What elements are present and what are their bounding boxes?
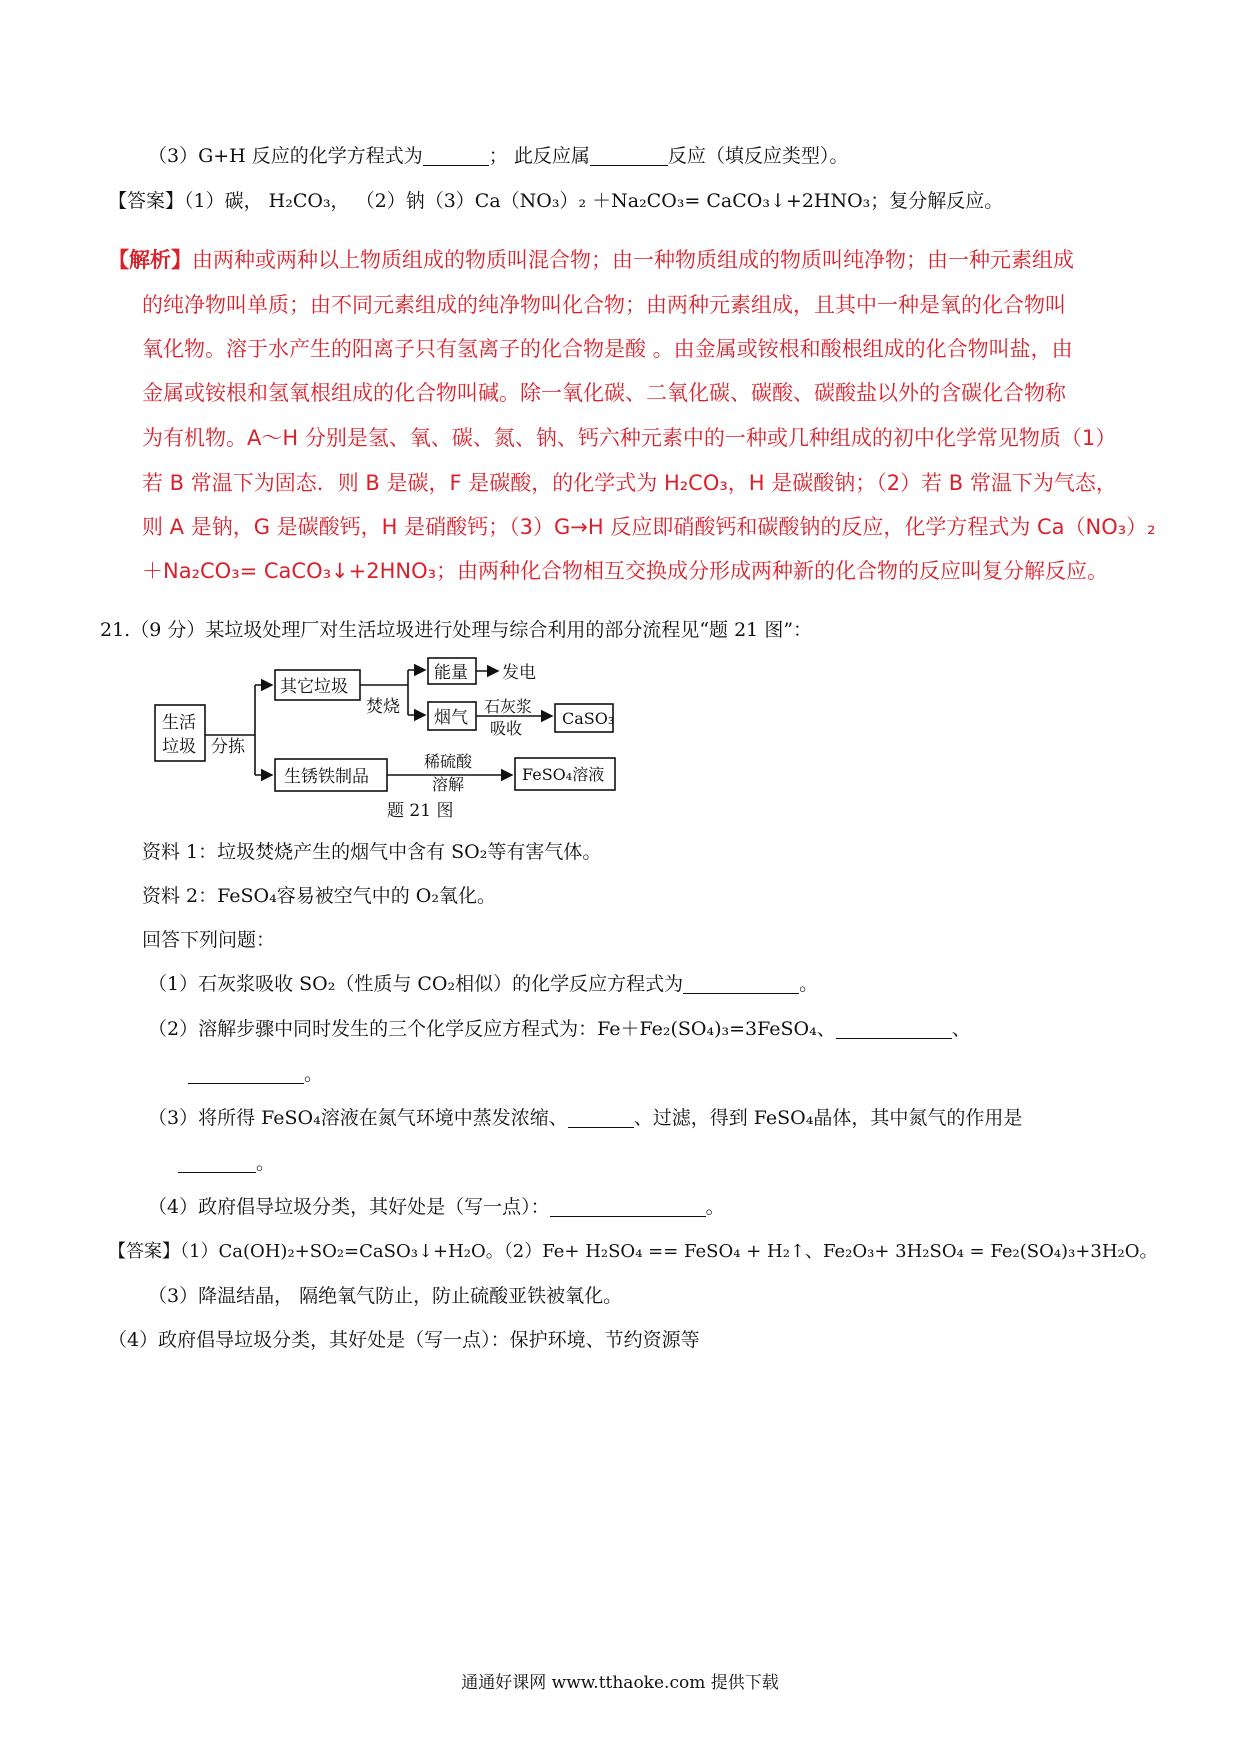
answer-line-1: （1）Ca(OH)₂+SO₂=CaSO₃↓+H₂O。（2）Fe+ H₂SO₄ == FeSO₄ + H₂↑、Fe₂O₃+ 3H₂SO₄ = Fe₂(SO₄)₃+3H₂O。 xyxy=(180,1241,1158,1262)
q21-part2-text: （2）溶解步骤中同时发生的三个化学反应方程式为：Fe＋Fe₂(SO₄)₃=3FeSO₄、 xyxy=(148,1018,836,1040)
page-footer: 通通好课网 www.tthaoke.com 提供下载 xyxy=(461,1673,779,1693)
caso3-label: CaSO₃ xyxy=(562,709,615,728)
q20-part3-text-c: 反应（填反应类型）。 xyxy=(667,145,849,167)
answer-blank xyxy=(423,147,489,166)
other-waste-label: 其它垃圾 xyxy=(280,677,348,697)
answer-line-3: （4）政府倡导垃圾分类，其好处是（写一点）：保护环境、节约资源等 xyxy=(108,1329,700,1351)
info-1: 资料 1：垃圾焚烧产生的烟气中含有 SO₂等有害气体。 xyxy=(142,841,602,863)
q21-part2 xyxy=(148,1016,971,1042)
q21-stem: 21.（9 分）某垃圾处理厂对生活垃圾进行处理与综合利用的部分流程见“题 21 图”： xyxy=(100,619,813,641)
feso4-label: FeSO₄溶液 xyxy=(522,765,605,784)
analysis-line-4: 金属或铵根和氢氧根组成的化合物叫碱。除一氧化碳、二氧化碳、碳酸、碳酸盐以外的含碳化合物称 xyxy=(142,381,1066,405)
analysis-line-5: 为有机物。A～H 分别是氢、氧、碳、氮、钠、钙六种元素中的一种或几种组成的初中化学常见物质（1） xyxy=(142,426,1117,450)
analysis-text: 由两种或两种以上物质组成的物质叫混合物；由一种物质组成的物质叫纯净物；由一种元素组成 xyxy=(192,248,1074,272)
q21-part2-cont xyxy=(188,1061,323,1087)
analysis-line-2: 的纯净物叫单质；由不同元素组成的纯净物叫化合物；由两种元素组成，且其中一种是氧的化合物叫 xyxy=(142,293,1066,317)
burn-label: 焚烧 xyxy=(366,697,400,717)
analysis-line-7: 则 A 是钠，G 是碳酸钙，H 是硝酸钙；（3）G→H 反应即硝酸钙和碳酸钠的反应，化学方程式为 Ca（NO₃）₂ xyxy=(142,515,1156,539)
answer-label: 【答案】 xyxy=(108,190,185,212)
prompt: 回答下列问题： xyxy=(142,929,276,951)
q20-part3 xyxy=(148,143,848,169)
q20-part3-text-b: ； 此反应属 xyxy=(488,145,590,167)
q21-part3 xyxy=(148,1105,1022,1131)
analysis-line-6: 若 B 常温下为固态．则 B 是碳，F 是碳酸，的化学式为 H₂CO₃，H 是碳酸钠；（2）若 B 常温下为气态， xyxy=(142,471,1117,495)
answer-blank xyxy=(188,1065,304,1084)
answer-blank xyxy=(550,1198,706,1217)
acid-label-2: 溶解 xyxy=(432,775,465,794)
lime-label-1: 石灰浆 xyxy=(484,697,533,716)
q21-part3-end: 。 xyxy=(256,1152,276,1174)
q21-part4 xyxy=(148,1194,725,1220)
q21-part1-end: 。 xyxy=(799,973,819,995)
info-2: 资料 2：FeSO₄容易被空气中的 O₂氧化。 xyxy=(142,885,496,907)
answer-blank xyxy=(683,975,799,994)
sort-label: 分拣 xyxy=(211,737,245,757)
analysis-label: 【解析】 xyxy=(108,248,192,272)
answer-text: （1）碳， H₂CO₃， （2）钠（3）Ca（NO₃）₂ ＋Na₂CO₃= CaCO₃↓+2HNO₃；复分解反应。 xyxy=(184,190,1004,212)
analysis-line-3: 氧化物。溶于水产生的阳离子只有氢离子的化合物是酸 。由金属或铵根和酸根组成的化合物叫盐，由 xyxy=(142,337,1073,361)
q21-part3-cont xyxy=(178,1150,275,1176)
q21-part2-end: 。 xyxy=(304,1063,324,1085)
answer-blank xyxy=(178,1154,256,1173)
answer-blank xyxy=(590,147,668,166)
q20-answer xyxy=(108,188,1003,214)
rusty-iron-label: 生锈铁制品 xyxy=(284,767,369,787)
flow-diagram xyxy=(150,650,670,825)
energy-label: 能量 xyxy=(434,663,468,683)
q21-part3-text-b: 、过滤，得到 FeSO₄晶体，其中氮气的作用是 xyxy=(633,1107,1023,1129)
q21-part1 xyxy=(148,971,818,997)
q21-answer xyxy=(108,1239,1157,1265)
power-label: 发电 xyxy=(502,663,536,683)
answer-blank xyxy=(568,1109,634,1128)
diagram-caption: 题 21 图 xyxy=(387,801,454,821)
analysis-line-8: ＋Na₂CO₃= CaCO₃↓+2HNO₃；由两种化合物相互交换成分形成两种新的化合物的反应叫复分解反应。 xyxy=(142,559,1109,583)
q21-part1-text: （1）石灰浆吸收 SO₂（性质与 CO₂相似）的化学反应方程式为 xyxy=(148,973,684,995)
q21-part2-sep: 、 xyxy=(951,1018,971,1040)
acid-label-1: 稀硫酸 xyxy=(424,752,473,771)
q21-part4-end: 。 xyxy=(705,1196,725,1218)
life-garbage-label-2: 垃圾 xyxy=(162,737,196,757)
q21-part4-text: （4）政府倡导垃圾分类，其好处是（写一点）： xyxy=(148,1196,550,1218)
answer-label: 【答案】 xyxy=(108,1241,180,1262)
answer-line-2: （3）降温结晶， 隔绝氧气防止，防止硫酸亚铁被氧化。 xyxy=(148,1285,623,1307)
answer-blank xyxy=(836,1020,952,1039)
life-garbage-label-1: 生活 xyxy=(162,713,196,733)
q21-part3-text-a: （3）将所得 FeSO₄溶液在氮气环境中蒸发浓缩、 xyxy=(148,1107,568,1129)
flue-gas-label: 烟气 xyxy=(434,708,468,728)
lime-label-2: 吸收 xyxy=(490,719,523,738)
q20-part3-text-a: （3）G+H 反应的化学方程式为 xyxy=(148,145,423,167)
analysis-line-1 xyxy=(108,247,1074,273)
